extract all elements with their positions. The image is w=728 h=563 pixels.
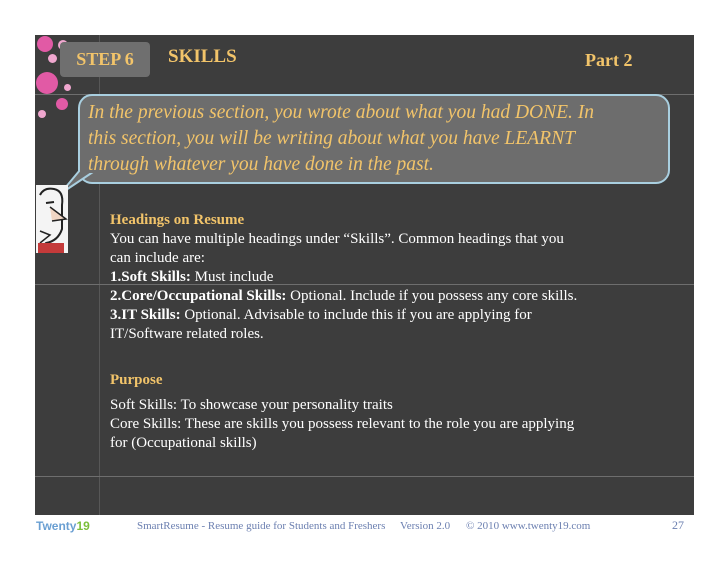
purpose-section <box>110 371 574 453</box>
list-item: 2.Core/Occupational Skills: Optional. Include if you possess any core skills. <box>110 288 578 304</box>
cartoon-face-icon <box>36 185 68 253</box>
part-label: Part 2 <box>585 50 633 70</box>
purpose-title: Purpose <box>110 372 163 388</box>
footer-copyright: © 2010 www.twenty19.com <box>466 520 591 532</box>
purpose-line: for (Occupational skills) <box>110 435 257 451</box>
section-title: SKILLS <box>168 46 237 67</box>
page-number: 27 <box>672 518 684 532</box>
twenty19-logo: Twenty19 <box>36 519 90 533</box>
intro-line: through whatever you have done in the past. <box>88 154 434 175</box>
footer-version: Version 2.0 <box>400 520 451 532</box>
avatar <box>36 185 68 253</box>
headings-section <box>110 211 577 344</box>
list-item-continuation: IT/Software related roles. <box>110 326 264 342</box>
intro-text <box>88 100 673 178</box>
divider-line <box>35 476 694 477</box>
purpose-line: Soft Skills: To showcase your personality traits <box>110 397 393 413</box>
headings-line: can include are: <box>110 250 205 266</box>
step-badge: STEP 6 <box>60 42 150 77</box>
footer-guide: SmartResume - Resume guide for Students and Freshers <box>137 520 386 532</box>
intro-line: In the previous section, you wrote about what you had DONE. In <box>88 102 595 123</box>
list-item: 3.IT Skills: Optional. Advisable to include this if you are applying for <box>110 307 532 323</box>
headings-line: You can have multiple headings under “Skills”. Common headings that you <box>110 231 564 247</box>
intro-line: this section, you will be writing about what you have LEARNT <box>88 128 575 149</box>
purpose-line: Core Skills: These are skills you possess relevant to the role you are applying <box>110 416 575 432</box>
headings-title: Headings on Resume <box>110 212 245 228</box>
list-item: 1.Soft Skills: Must include <box>110 269 274 285</box>
